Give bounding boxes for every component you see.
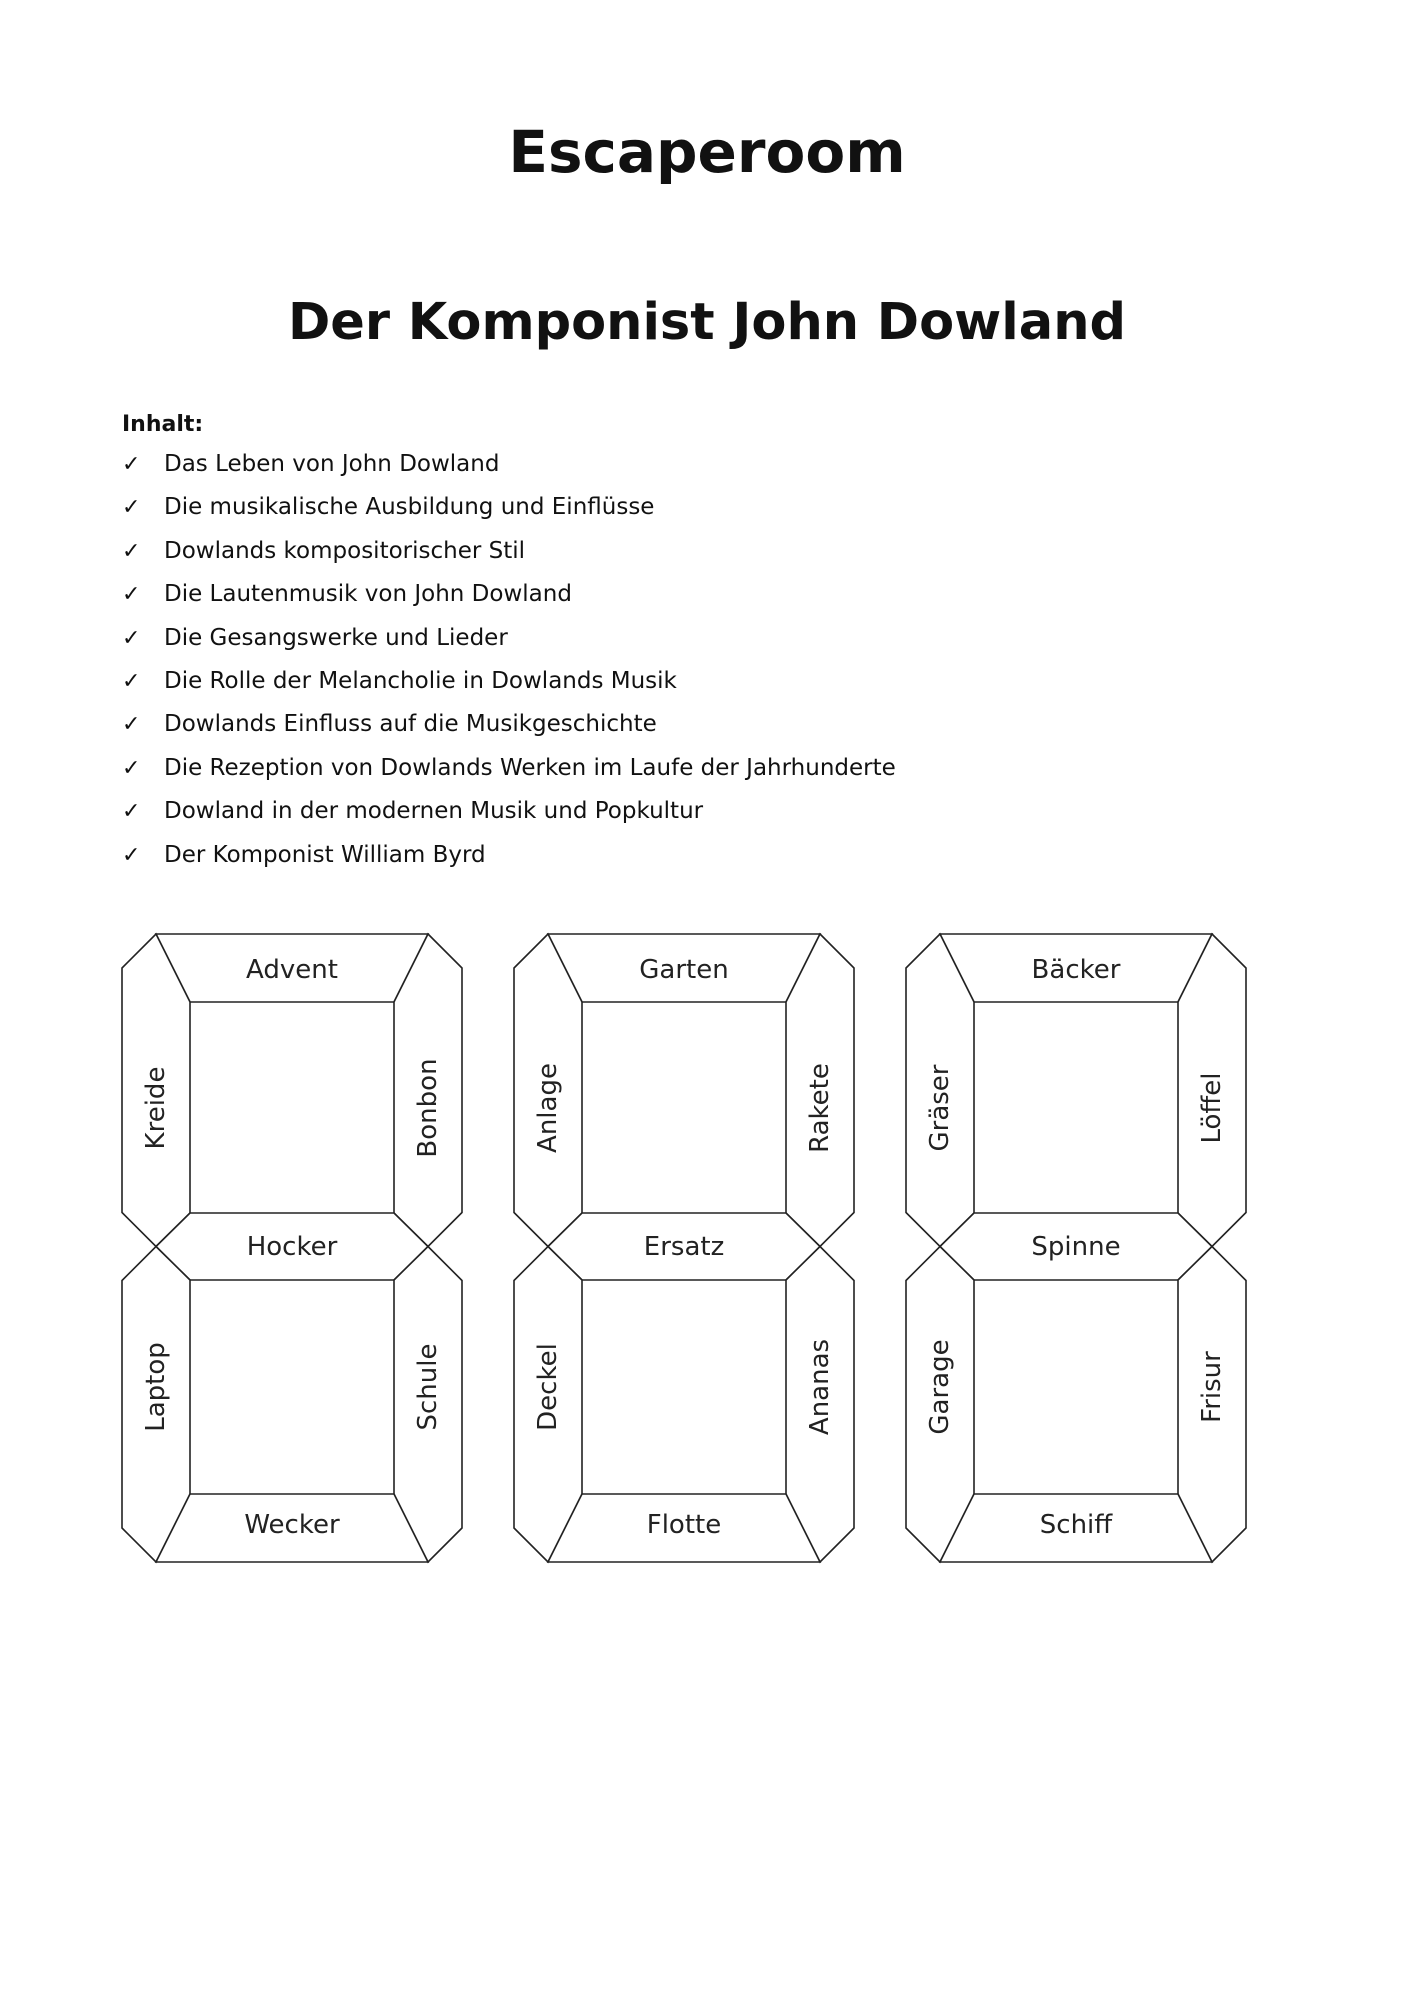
segment-top-label: Bäcker	[1031, 955, 1121, 985]
checkmark-icon: ✓	[122, 755, 141, 781]
segment-lower-right-label: Schule	[413, 1343, 443, 1431]
checkmark-icon: ✓	[122, 538, 141, 564]
checkmark-icon: ✓	[122, 582, 141, 608]
segment-lower-left-label: Garage	[925, 1339, 955, 1435]
segment-upper-left-label: Anlage	[533, 1063, 563, 1153]
segment-top-label: Advent	[246, 955, 338, 985]
checkmark-icon: ✓	[122, 842, 141, 868]
content-item-text: Dowlands Einfluss auf die Musikgeschichte	[164, 711, 657, 738]
page-subtitle: Der Komponist John Dowland	[287, 293, 1127, 352]
content-item-text: Die Rolle der Melancholie in Dowlands Musik	[164, 667, 677, 694]
segment-upper-right-label: Bonbon	[413, 1058, 443, 1158]
segment-middle-label: Hocker	[246, 1232, 338, 1262]
segment-middle-label: Ersatz	[643, 1232, 725, 1262]
segment-upper-left-label: Kreide	[141, 1066, 171, 1150]
checkmark-icon: ✓	[122, 799, 141, 825]
checkmark-icon: ✓	[122, 625, 141, 651]
segment-upper-right-label: Löffel	[1197, 1072, 1227, 1144]
checkmark-icon: ✓	[122, 668, 141, 694]
segment-bottom-label: Flotte	[646, 1510, 722, 1540]
segment-lower-right-label: Frisur	[1197, 1351, 1227, 1423]
checkmark-icon: ✓	[122, 495, 141, 521]
content-item-text: Die Lautenmusik von John Dowland	[164, 581, 572, 608]
segment-upper-right-label: Rakete	[805, 1063, 835, 1153]
content-item-text: Die Gesangswerke und Lieder	[164, 624, 508, 651]
page-title: Escaperoom	[508, 118, 906, 186]
content-heading: Inhalt:	[122, 412, 204, 437]
content-item-text: Die musikalische Ausbildung und Einflüsse	[164, 494, 655, 521]
segment-bottom-label: Schiff	[1039, 1510, 1113, 1540]
checkmark-icon: ✓	[122, 452, 141, 477]
content-item-text: Die Rezeption von Dowlands Werken im Laufe der Jahrhunderte	[164, 754, 896, 781]
checkmark-icon: ✓	[122, 712, 141, 738]
segment-lower-left-label: Laptop	[141, 1342, 171, 1432]
content-item-text: Das Leben von John Dowland	[164, 451, 500, 477]
content-item-text: Dowlands kompositorischer Stil	[164, 537, 526, 564]
segment-lower-right-label: Ananas	[805, 1338, 835, 1436]
segment-top-label: Garten	[639, 955, 729, 985]
segment-lower-left-label: Deckel	[533, 1343, 563, 1431]
segment-upper-left-label: Gräser	[925, 1064, 955, 1152]
segment-bottom-label: Wecker	[244, 1510, 340, 1540]
segment-middle-label: Spinne	[1031, 1232, 1121, 1262]
content-item-text: Dowland in der modernen Musik und Popkultur	[164, 798, 704, 825]
content-item-text: Der Komponist William Byrd	[164, 841, 486, 868]
